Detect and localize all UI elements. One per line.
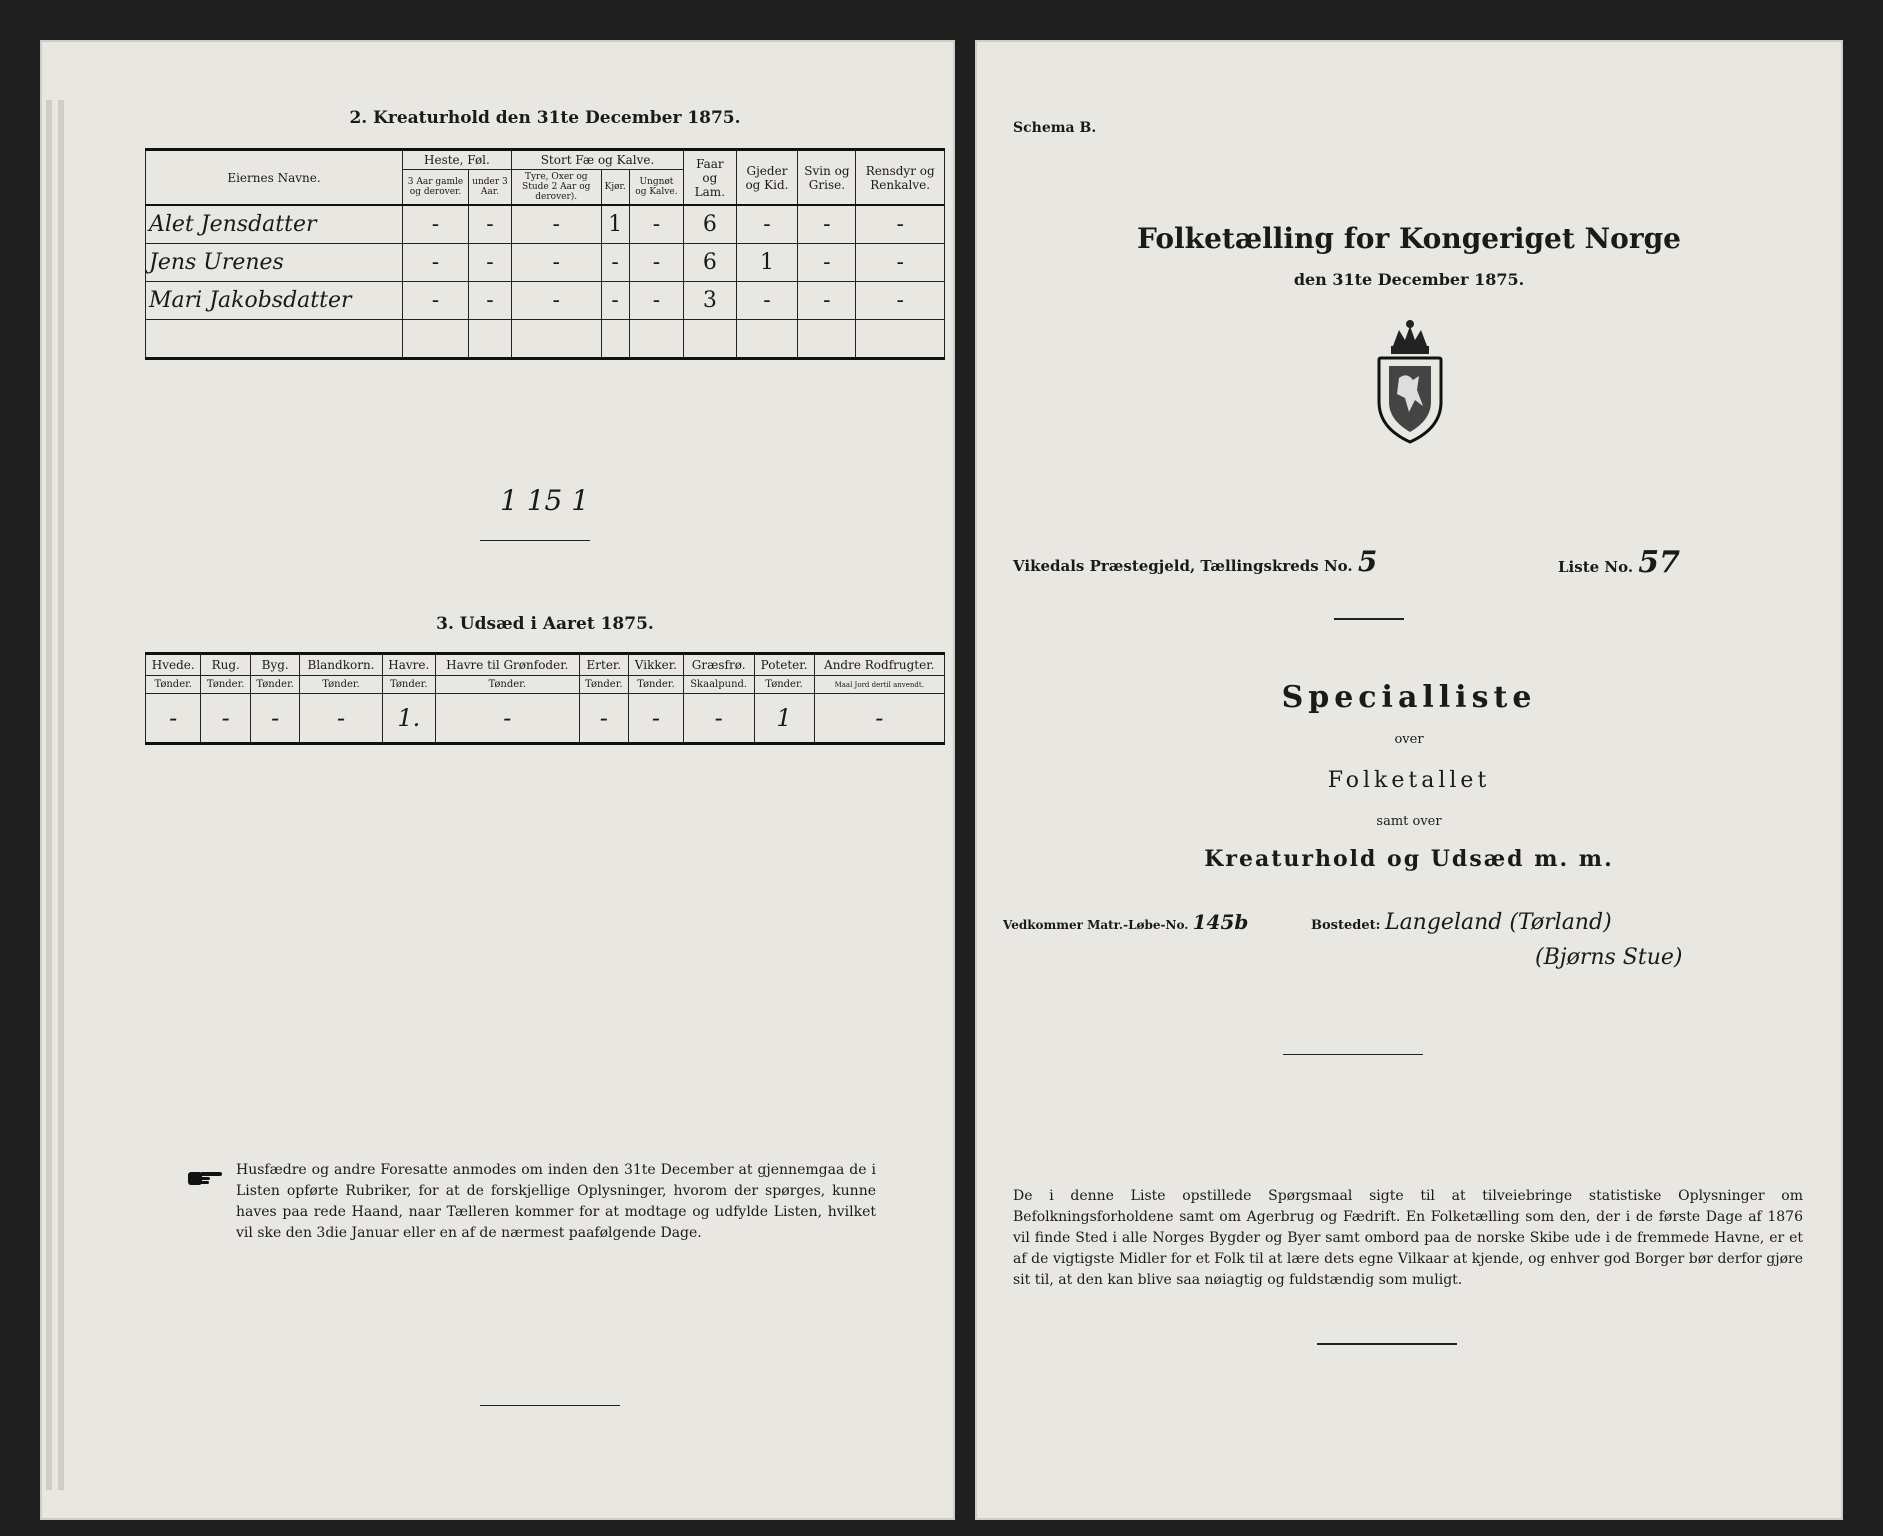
unit: Tønder. [754, 676, 814, 694]
cell: - [856, 205, 945, 244]
cell: - [629, 282, 683, 320]
unit: Tønder. [300, 676, 382, 694]
bosted-value-2: (Bjørns Stue) [1535, 945, 1683, 970]
cell: - [146, 694, 201, 744]
cell: - [469, 205, 512, 244]
unit: Skaalpund. [683, 676, 754, 694]
matr-label: Vedkommer Matr.-Løbe-No. [1003, 918, 1189, 932]
cell: - [250, 694, 299, 744]
col-wheat: Hvede. [146, 654, 201, 676]
folketallet-text: Folketallet [1327, 768, 1491, 793]
pointing-hand-icon [188, 1168, 224, 1188]
cell: - [579, 694, 628, 744]
col-oats: Havre. [382, 654, 435, 676]
table-row [146, 205, 945, 244]
cell: 1 [736, 244, 798, 282]
col-horses: Heste, Føl. [403, 150, 512, 170]
divider [480, 1405, 620, 1406]
seed-title: 3. Udsæd i Aaret 1875. [436, 614, 654, 634]
unit: Tønder. [435, 676, 579, 694]
col-cows: Kjør. [601, 170, 629, 206]
district-line [1013, 545, 1377, 578]
col-rye: Rug. [201, 654, 250, 676]
col-potatoes: Poteter. [754, 654, 814, 676]
cell: - [201, 694, 250, 744]
col-pigs: Svin og Grise. [798, 150, 856, 206]
col-mixed-grain: Blandkorn. [300, 654, 382, 676]
divider [1334, 618, 1404, 620]
unit: Tønder. [250, 676, 299, 694]
cell: 3 [684, 282, 736, 320]
unit: Tønder. [579, 676, 628, 694]
left-page [40, 40, 955, 1520]
district-label: Vikedals Præstegjeld, Tællingskreds No. [1013, 557, 1353, 575]
census-date: den 31te December 1875. [1293, 270, 1525, 289]
district-number: 5 [1357, 545, 1378, 578]
cell: - [629, 694, 684, 744]
owner-name [146, 320, 403, 359]
cell: - [469, 282, 512, 320]
col-cattle: Stort Fæ og Kalve. [511, 150, 683, 170]
cell: - [736, 282, 798, 320]
samt-over-text: samt over [1376, 814, 1442, 829]
cell: - [856, 244, 945, 282]
list-number-line [1558, 545, 1680, 580]
table-row [146, 244, 945, 282]
cell: - [601, 282, 629, 320]
col-calves: Ungnøt og Kalve. [629, 170, 683, 206]
divider [1317, 1343, 1457, 1345]
bosted-value: Langeland (Tørland) [1384, 910, 1612, 935]
col-horses-young: under 3 Aar. [469, 170, 512, 206]
cell: - [736, 205, 798, 244]
page-edge [58, 100, 64, 1490]
list-number: 57 [1638, 545, 1681, 580]
cell: 1. [382, 694, 435, 744]
cell: - [511, 282, 601, 320]
page-edge [46, 100, 52, 1490]
table-row [146, 694, 945, 744]
cell: - [629, 205, 683, 244]
col-barley: Byg. [250, 654, 299, 676]
list-label: Liste No. [1558, 558, 1634, 576]
unit: Tønder. [629, 676, 684, 694]
col-peas: Erter. [579, 654, 628, 676]
seed-table [145, 652, 945, 745]
cell: - [814, 694, 945, 744]
cell: - [798, 282, 856, 320]
divider [1283, 1054, 1423, 1055]
cell: - [798, 244, 856, 282]
col-root-crops: Andre Rodfrugter. [814, 654, 945, 676]
col-owner: Eiernes Navne. [146, 150, 403, 206]
col-bulls: Tyre, Oxer og Stude 2 Aar og derover). [511, 170, 601, 206]
cell: - [435, 694, 579, 744]
owner-name: Mari Jakobsdatter [146, 282, 403, 320]
cell: - [511, 205, 601, 244]
col-reindeer: Rensdyr og Renkalve. [856, 150, 945, 206]
livestock-totals: 1 15 1 [500, 484, 590, 517]
explanation-paragraph: De i denne Liste opstillede Spørgsmaal sigte til at tilveiebringe statistiske Oplysninger om Befolkningsforholdene samt om Agerbrug og Fædrift. En Folketælling som den, der i de første Dage af 1876 vil finde Sted i alle Norges Bygder og Byer samt ombord paa de norske Skibe ude i de fremmede Havne, er et af de vigtigste Midler for et Folk til at lære dets egne Vilkaar at kjende, og enhver god Borger bør derfor gjøre sit til, at den kan blive saa nøiagtig og fuldstændig som muligt. [1013, 1188, 1803, 1288]
unit: Maal Jord dertil anvendt. [814, 676, 945, 694]
unit: Tønder. [201, 676, 250, 694]
instruction-note: Husfædre og andre Foresatte anmodes om inden den 31te December at gjennemgaa de i Listen opførte Rubriker, for at de forskjellige Oplysninger, hvorom der spørges, kunne haves paa rede Haand, naar Tælleren kommer for at modtage og udfylde Listen, hvilket vil ske den 3die Januar eller en af de nærmest paafølgende Dage. [236, 1162, 876, 1241]
owner-name: Jens Urenes [146, 244, 403, 282]
over-text: over [1394, 732, 1424, 747]
bosted-label: Bostedet: [1311, 918, 1381, 933]
cell: - [403, 244, 469, 282]
subheading: Kreaturhold og Udsæd m. m. [1204, 846, 1614, 872]
col-goats: Gjeder og Kid. [736, 150, 798, 206]
matr-number: 145b [1192, 910, 1249, 934]
table-row [146, 282, 945, 320]
col-horses-old: 3 Aar gamle og derover. [403, 170, 469, 206]
cell: - [856, 282, 945, 320]
right-page [975, 40, 1843, 1520]
matr-line [1003, 910, 1248, 934]
unit: Tønder. [146, 676, 201, 694]
col-sheep: Faar og Lam. [684, 150, 736, 206]
col-vetch: Vikker. [629, 654, 684, 676]
cell: - [798, 205, 856, 244]
owner-name: Alet Jensdatter [146, 205, 403, 244]
cell: 1 [754, 694, 814, 744]
table-row [146, 320, 945, 359]
bosted-line [1311, 910, 1612, 935]
cell: - [601, 244, 629, 282]
page-title: Folketælling for Kongeriget Norge [1137, 222, 1681, 255]
cell: - [511, 244, 601, 282]
norway-coat-of-arms-icon [1365, 316, 1455, 446]
cell: - [629, 244, 683, 282]
col-grass-seed: Græsfrø. [683, 654, 754, 676]
cell: - [469, 244, 512, 282]
cell: - [683, 694, 754, 744]
cell: - [300, 694, 382, 744]
schema-label: Schema B. [1013, 120, 1097, 136]
livestock-title: 2. Kreaturhold den 31te December 1875. [349, 108, 741, 128]
unit: Tønder. [382, 676, 435, 694]
divider [480, 540, 590, 541]
cell: 6 [684, 244, 736, 282]
cell: - [403, 205, 469, 244]
main-heading: Specialliste [1281, 680, 1537, 715]
livestock-table [145, 148, 945, 360]
col-green-fodder: Havre til Grønfoder. [435, 654, 579, 676]
cell: - [403, 282, 469, 320]
cell: 1 [601, 205, 629, 244]
cell: 6 [684, 205, 736, 244]
